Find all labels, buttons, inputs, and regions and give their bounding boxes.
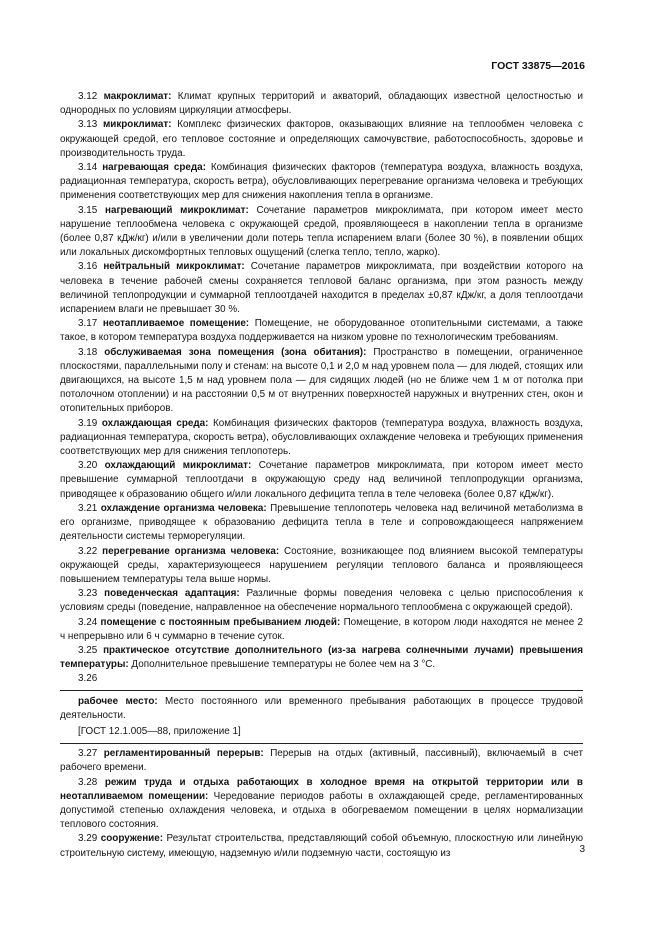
- definition-term: обслуживаемая зона помещения (зона обитания):: [104, 346, 367, 358]
- definition-entry: [60, 832, 583, 860]
- entry-number: 3.17: [78, 318, 98, 330]
- definition-term: помещение с постоянным пребыванием людей:: [100, 616, 341, 628]
- definition-entry: [60, 346, 583, 417]
- entry-number: 3.29: [78, 833, 98, 845]
- entry-number: 3.18: [78, 346, 98, 358]
- entry-number: 3.22: [78, 545, 98, 557]
- definition-entry: [60, 502, 583, 545]
- entry-number: 3.14: [78, 162, 98, 174]
- entry-number: 3.16: [78, 261, 98, 273]
- definition-text: Комбинация физических факторов (температура воздуха, влажность воздуха, радиационная температура, скорость ветра), обусловливающих охлаждение человека и требующих применения соответствующих мер для снижения теплопотерь.: [60, 417, 583, 458]
- definition-text: Сочетание параметров микроклимата, при воздействии которого на человека в течение рабочей смены сохраняется тепловой баланс организма, при этом разность между величиной теплопродукции и суммарной теплоотдачей находится в пределах ±0,87 кДж/кг, а доля теплоотдачи испарением влаги не превышает 30 %.: [60, 261, 584, 316]
- document-body: [60, 90, 583, 861]
- definition-entry: [60, 644, 583, 672]
- definition-text: Сочетание параметров микроклимата, при котором имеет место превышение суммарной теплоотдачи в окружающую среду над величиной теплопродукции организма, приводящее к образованию общего и/или локального дефицита тепла в теле человека (более 0,87 кДж/кг).: [60, 460, 583, 500]
- definition-text: Комплекс физических факторов, оказывающих влияние на теплообмен человека с окружающей средой, его тепловое состояние и определяющих самочувствие, работоспособность, здоровье и производительность труда.: [60, 119, 583, 159]
- definition-entry: [60, 161, 583, 204]
- entry-number: 3.15: [78, 204, 98, 216]
- definition-term: сооружение:: [100, 833, 164, 845]
- definition-entry: [60, 118, 583, 161]
- definition-entry: [60, 417, 583, 460]
- definition-text: Помещение, не оборудованное отопительными системами, а также такое, в котором температура воздуха поддерживается на низком уровне по технологическим требованиям.: [60, 318, 584, 344]
- entry-number: 3.20: [78, 460, 98, 472]
- definition-text: Дополнительное превышение температуры не более чем на 3 °С.: [128, 659, 436, 671]
- definition-text: Чередование периодов работы в охлаждающей среде, регламентированных допустимой степенью охлаждения человека, и отдыха в обогреваемом помещении в целях нормализации теплового состояния.: [60, 790, 583, 831]
- definition-entry: [60, 776, 583, 833]
- definition-entry: [60, 90, 583, 118]
- definition-term: регламентированный перерыв:: [103, 748, 264, 760]
- definition-term: практическое отсутствие дополнительного (из-за нагрева солнечными лучами) превышения температуры:: [60, 644, 583, 671]
- definition-entry: [60, 545, 583, 588]
- definition-text: Комбинация физических факторов (температура воздуха, влажность воздуха, радиационная температура, скорость ветра), обусловливающих перегревание организма человека и требующих применения соответствующих мер для снижения накопления тепла в организме.: [60, 162, 583, 202]
- definition-term: охлаждающий микроклимат:: [104, 460, 252, 472]
- definition-term: перегревание организма человека:: [102, 545, 280, 557]
- definition-term: микроклимат:: [102, 119, 172, 131]
- entry-number: 3.13: [78, 119, 98, 131]
- definition-text: Состояние, возникающее под влиянием высокой температуры окружающей среды, характеризующееся нарушением регуляции теплового баланса и проявляющееся повышением температуры тела выше нормы.: [60, 545, 583, 585]
- definition-term: поведенческая адаптация:: [104, 588, 240, 600]
- entry-number: 3.19: [78, 417, 98, 429]
- entry-number: 3.24: [78, 616, 98, 628]
- page-number: 3: [579, 844, 585, 855]
- standard-code: ГОСТ 33875—2016: [491, 60, 585, 72]
- definition-text: Результат строительства, представляющий собой объемную, плоскостную или линейную строительную систему, имеющую, надземную и/или подземную части, состоящую из: [60, 833, 583, 859]
- definition-term: нагревающий микроклимат:: [104, 204, 249, 216]
- entry-number: 3.28: [78, 776, 98, 788]
- definition-entry: [60, 616, 583, 644]
- definition-term: охлаждающая среда:: [101, 417, 209, 429]
- entry-number: 3.12: [78, 91, 98, 102]
- definition-term: нейтральный микроклимат:: [103, 261, 245, 273]
- definitions-list-continued: [60, 747, 583, 861]
- definition-entry: [60, 747, 583, 775]
- definition-term: рабочее место:: [78, 695, 158, 707]
- entry-number: 3.21: [78, 502, 98, 514]
- definition-text: Различные формы поведения человека с целью приспособления к условиям среды (поведение, направленное на обеспечение нормального теплообмена с окружающей средой).: [60, 588, 583, 614]
- source-reference: [ГОСТ 12.1.005—88, приложение 1]: [78, 725, 241, 737]
- definition-entry: [60, 260, 583, 317]
- definitions-list: [60, 90, 583, 672]
- quoted-definition-box: [60, 690, 583, 745]
- definition-entry: [60, 317, 583, 345]
- entry-number: 3.27: [78, 748, 98, 760]
- definition-text: Помещение, в котором люди находятся не менее 2 ч непрерывно или 6 ч суммарно в течение суток.: [60, 616, 584, 642]
- definition-entry: [60, 587, 583, 615]
- definition-text: Перерыв на отдых (активный, пассивный), включаемый в счет рабочего времени.: [60, 748, 583, 774]
- definition-text: Пространство в помещении, ограниченное плоскостями, параллельными полу и стенам: на высоте 0,1 и 2,0 м над уровнем пола — для людей, стоящих или двигающихся, на высоте 1,5 м над уровнем пола — для сидящих людей (но не ближе чем 1 м от потолка при потолочном отоплении) и на расстоянии 0,5 м от внутренних поверхностей наружных и внутренних стен, окон и отопительных приборов.: [60, 346, 583, 415]
- definition-text: Превышение теплопотерь человека над величиной метаболизма в его организме, приводящее к образованию дефицита тепла в теле и сопровождающееся напряжением деятельности системы терморегуляции.: [60, 502, 583, 543]
- definition-term: нагревающая среда:: [102, 162, 206, 174]
- quoted-definition: [60, 695, 583, 723]
- definition-term: макроклимат:: [103, 91, 172, 102]
- entry-3-26-number: 3.26: [78, 673, 98, 685]
- definition-text: Климат крупных территорий и акваторий, обладающих известной целостностью и однородных по условиям циркуляции атмосферы.: [60, 91, 583, 117]
- definition-term: режим труда и отдыха работающих в холодное время на открытой территории или в неотапливаемом помещении:: [60, 776, 584, 802]
- definition-text: Сочетание параметров микроклимата, при котором имеет место нарушение теплообмена человека с окружающей средой, проявляющееся в накоплении тепла в организме (более 0,87 кДж/кг) и/или в увеличении доли потерь тепла испарением влаги (более 30 %), в появлении общих или локальных дискомфортных тепловых ощущений (слегка тепло, тепло, жарко).: [60, 204, 583, 259]
- entry-number: 3.25: [78, 644, 98, 656]
- definition-term: охлаждение организма человека:: [100, 502, 267, 514]
- definition-entry: [60, 459, 583, 502]
- definition-term: неотапливаемое помещение:: [102, 318, 250, 330]
- entry-number: 3.23: [78, 588, 98, 600]
- definition-text: Место постоянного или временного пребывания работающих в процессе трудовой деятельности.: [60, 695, 584, 721]
- definition-entry: [60, 204, 583, 261]
